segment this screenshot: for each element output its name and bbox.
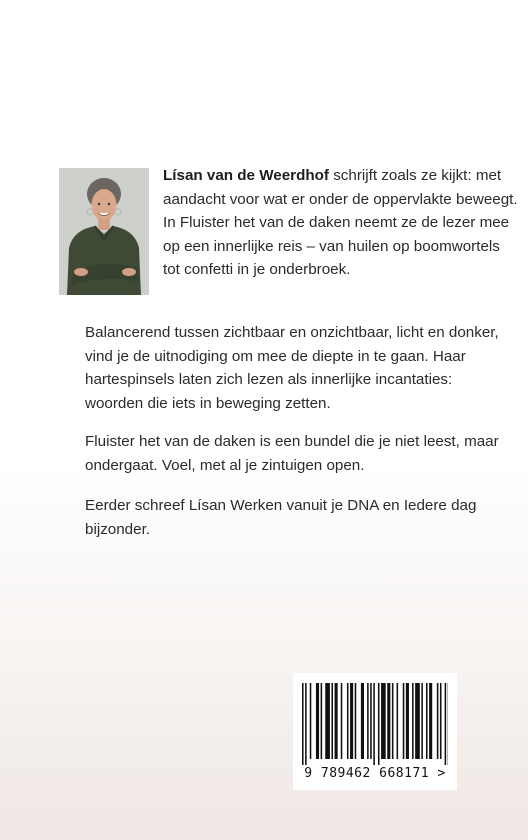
barcode-bar [302,683,304,765]
blurb-paragraph-2: Balancerend tussen zichtbaar en onzichtbaar, licht en donker, vind je de uitnodiging om mee de diepte in te gaan. Haar hartespinsels laten zich lezen als innerlijke incantaties: woorden die iets in beweging zetten. [85,324,499,412]
barcode-bar [445,683,447,765]
barcode-bar [381,683,386,759]
barcode-bar [421,683,423,759]
barcode-bars [302,683,448,765]
barcode-bar [335,683,338,759]
barcode-bar [361,683,364,759]
isbn-barcode [293,673,457,790]
barcode-bar [397,683,399,759]
barcode-bar [341,683,343,759]
barcode-bar [406,683,409,759]
author-photo [59,168,149,295]
barcode-bar [370,683,372,759]
barcode-bar [321,683,323,759]
barcode-bar [426,683,428,759]
barcode-bar [412,683,414,759]
author-portrait-image [59,168,149,295]
barcode-bar [310,683,312,759]
barcode-bar [440,683,442,759]
author-bio-paragraph [163,164,518,282]
barcode-bar [373,683,375,765]
blurb-paragraph-3: Fluister het van de daken is een bundel die je niet leest, maar ondergaat. Voel, met al je zintuigen open. [85,433,499,474]
isbn-number: 9 789462 668171 > [304,766,446,781]
barcode-bar [392,683,394,759]
barcode-bar [429,683,432,759]
barcode-bar [305,683,307,765]
barcode-bar [387,683,390,759]
barcode-bar [367,683,369,759]
barcode-bar [325,683,330,759]
barcode-bar [350,683,353,759]
barcode-bar [316,683,319,759]
barcode-bar [347,683,349,759]
barcode-bar [437,683,439,759]
author-name: Lísan van de Weerdhof [163,167,329,184]
author-bio-text: schrijft zoals ze kijkt: met aandacht voor wat er onder de oppervlakte beweegt. In Fluister het van de daken neemt ze de lezer mee op een innerlijke reis – van huilen op boomwortels tot confetti in je onderbroek. [163,167,518,279]
blurb-paragraph-4: Eerder schreef Lísan Werken vanuit je DNA en Iedere dag bijzonder. [85,497,477,538]
barcode-bar [355,683,357,759]
barcode-bar [331,683,333,759]
barcode-bar [378,683,380,765]
barcode-bar [403,683,405,759]
barcode-bar [415,683,420,759]
